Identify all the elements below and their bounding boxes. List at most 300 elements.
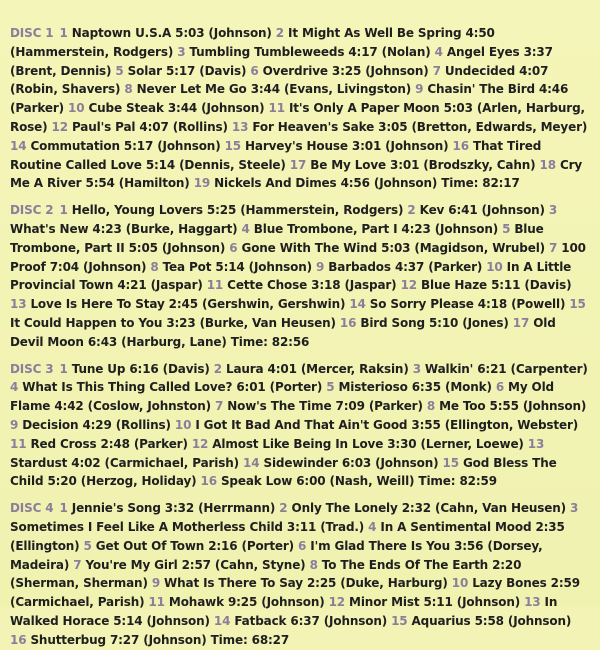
track-title: Blue Trombone, Part I: [253, 221, 398, 236]
track-composer: (Sherman, Sherman): [10, 576, 148, 591]
track-number: 2: [213, 361, 222, 376]
track-duration: 5:58: [474, 613, 504, 628]
track-duration: 6:01: [236, 380, 266, 395]
track-duration: 5:11: [491, 278, 521, 293]
track-title: Me Too: [439, 399, 486, 414]
track-entry: [124, 82, 415, 96]
track-duration: 3:55: [411, 417, 441, 432]
track-entry: [214, 614, 391, 628]
track-entry: [10, 418, 175, 432]
track-number: 8: [150, 259, 159, 274]
track-number: 5: [326, 380, 335, 395]
track-title: Kev: [419, 203, 445, 218]
track-title: Naptown U.S.A: [71, 26, 172, 40]
track-duration: 5:10: [428, 315, 459, 330]
track-composer: (Johnson): [208, 26, 272, 40]
track-number: 14: [349, 297, 366, 312]
track-composer: (Coslow, Johnston): [87, 399, 211, 414]
track-title: Commutation: [30, 138, 120, 153]
track-duration: 3:23: [166, 315, 196, 330]
track-title: Walkin': [424, 361, 474, 376]
track-title: Angel Eyes: [446, 44, 520, 59]
track-title: Blue Haze: [421, 278, 488, 293]
track-duration: 5:03: [175, 26, 205, 40]
track-duration: 6:35: [411, 380, 441, 395]
track-duration: 3:01: [390, 157, 420, 172]
track-title: What Is There To Say: [164, 576, 303, 591]
track-duration: 2:20: [492, 557, 522, 572]
track-number: 7: [73, 557, 82, 572]
track-duration: 2:59: [550, 576, 580, 591]
track-composer: (Duke, Harburg): [340, 576, 448, 591]
track-entry: [427, 399, 586, 413]
track-composer: (Porter): [269, 380, 323, 395]
track-title: Harvey's House: [245, 138, 348, 153]
track-duration: 6:16: [129, 361, 159, 376]
track-composer: (Nolan): [381, 44, 431, 59]
track-duration: 2:57: [181, 557, 211, 572]
track-title: Chasin' The Bird: [427, 82, 535, 97]
track-duration: 7:27: [109, 632, 140, 647]
track-duration: 6:41: [448, 203, 478, 218]
track-composer: (Rollins): [172, 119, 228, 134]
track-duration: 6:03: [341, 455, 372, 470]
track-duration: 3:37: [523, 44, 553, 59]
track-entry: [192, 437, 528, 451]
track-composer: (Gershwin, Gershwin): [201, 297, 346, 312]
track-duration: 2:16: [208, 538, 238, 553]
track-composer: (Parker): [428, 259, 483, 274]
track-title: It Could Happen to You: [10, 315, 163, 330]
track-title: So Sorry Please: [369, 297, 474, 312]
track-title: Tune Up: [71, 361, 126, 376]
track-entry: [60, 203, 408, 217]
track-title: I'm Glad There Is You: [310, 538, 451, 553]
track-title: Be My Love: [310, 157, 386, 172]
track-title: Minor Mist: [349, 595, 420, 610]
track-title: Lazy Bones: [472, 576, 547, 591]
track-number: 8: [309, 557, 318, 572]
track-duration: 4:23: [92, 221, 122, 236]
track-number: 10: [451, 576, 469, 591]
track-composer: (Jaspar): [150, 278, 203, 293]
track-duration: 4:18: [477, 297, 508, 312]
track-composer: (Bretton, Edwards, Meyer): [411, 119, 588, 134]
track-composer: (Rollins): [115, 417, 171, 432]
track-duration: 7:09: [335, 399, 365, 414]
track-duration: 4:02: [71, 455, 101, 470]
track-duration: 4:21: [117, 278, 147, 293]
track-entry: [391, 614, 571, 628]
track-duration: 5:20: [47, 474, 77, 489]
track-number: 13: [524, 595, 541, 610]
track-duration: 5:14: [145, 157, 176, 172]
track-duration: 5:11: [423, 595, 453, 610]
track-title: You're My Girl: [85, 557, 178, 572]
track-number: 2: [279, 501, 288, 516]
track-entry: [68, 101, 268, 115]
track-duration: 6:00: [296, 474, 326, 489]
track-title: Get Out Of Town: [95, 538, 205, 553]
track-composer: (Trad.): [320, 519, 365, 534]
disc-label: DISC 4: [10, 501, 54, 516]
disc-total-time: Time: 82:56: [230, 334, 310, 349]
track-number: 6: [298, 538, 307, 553]
track-composer: (Powell): [511, 297, 566, 312]
track-composer: (Johnson): [261, 595, 325, 610]
track-duration: 2:32: [401, 501, 431, 516]
track-composer: (Magidson, Wrubel): [414, 240, 546, 255]
track-composer: (Johnson): [434, 221, 499, 236]
track-number: 13: [10, 297, 27, 312]
track-title: Decision: [22, 417, 79, 432]
track-composer: (Lerner, Loewe): [420, 436, 524, 451]
track-composer: (Johnson): [161, 240, 226, 255]
track-entry: [194, 176, 442, 190]
track-title: Only The Lonely: [291, 501, 398, 516]
track-entry: [407, 203, 549, 217]
track-duration: 4:17: [348, 44, 378, 59]
track-title: That Tired Routine Called Love: [10, 138, 542, 172]
disc-block: [10, 499, 590, 649]
track-entry: [73, 558, 309, 572]
track-title: I Got It Bad And That Ain't Good: [195, 417, 408, 432]
track-title: In A Little Provincial Town: [10, 259, 572, 293]
track-entry: [225, 139, 453, 153]
track-number: 16: [452, 138, 469, 153]
track-duration: 5:54: [85, 176, 115, 191]
track-title: Hello, Young Lovers: [71, 203, 203, 218]
track-duration: 3:30: [387, 436, 417, 451]
track-entry: [279, 501, 570, 515]
track-duration: 3:01: [351, 138, 382, 153]
track-duration: 4:07: [139, 119, 169, 134]
track-entry: [10, 139, 225, 153]
track-title: Mohawk: [168, 595, 224, 610]
track-composer: (Arlen, Harburg, Rose): [10, 101, 585, 134]
track-duration: 3:25: [331, 63, 362, 78]
track-entry: [243, 456, 443, 470]
track-composer: (Ellington): [10, 538, 80, 553]
track-title: Gone With The Wind: [241, 240, 378, 255]
track-duration: 5:05: [128, 240, 158, 255]
track-entry: [60, 362, 214, 376]
track-composer: (Johnson): [157, 138, 221, 153]
track-duration: 3:11: [286, 519, 317, 534]
track-duration: 4:01: [267, 361, 297, 376]
track-title: Old Devil Moon: [10, 315, 556, 349]
track-title: Cette Chose: [227, 278, 308, 293]
track-title: Almost Like Being In Love: [212, 436, 384, 451]
track-number: 12: [51, 119, 68, 134]
track-number: 3: [412, 361, 421, 376]
track-title: Overdrive: [262, 63, 328, 78]
track-number: 11: [206, 278, 224, 293]
track-duration: 5:17: [123, 138, 154, 153]
disc-label: DISC 2: [10, 203, 54, 218]
track-entry: [177, 45, 434, 59]
track-title: Stardust: [10, 455, 68, 470]
track-title: Cry Me A River: [10, 157, 583, 191]
track-number: 1: [59, 203, 68, 218]
track-title: What's New: [10, 221, 89, 236]
track-entry: [229, 241, 549, 255]
track-number: 5: [83, 538, 92, 553]
track-title: Tea Pot: [162, 259, 212, 274]
track-number: 6: [495, 380, 505, 395]
track-composer: (Monk): [445, 380, 492, 395]
track-title: Fatback: [234, 613, 287, 628]
track-title: God Bless The Child: [10, 455, 557, 489]
track-title: Sidewinder: [263, 455, 338, 470]
track-number: 10: [486, 259, 503, 274]
track-number: 7: [549, 240, 558, 255]
track-composer: (Johnson): [323, 613, 388, 628]
track-composer: (Parker): [10, 101, 64, 116]
track-number: 17: [289, 157, 307, 172]
track-composer: (Johnson): [373, 176, 438, 191]
track-title: What Is This Thing Called Love?: [22, 380, 233, 395]
track-number: 1: [59, 501, 68, 516]
track-composer: (Davis): [162, 361, 210, 376]
track-duration: 2:45: [168, 297, 198, 312]
track-title: In Walked Horace: [10, 595, 558, 628]
track-duration: 5:17: [165, 63, 196, 78]
track-number: 16: [339, 315, 357, 330]
track-duration: 5:03: [443, 101, 473, 116]
track-composer: (Johnson): [146, 613, 210, 628]
track-number: 2: [407, 203, 416, 218]
track-entry: [60, 26, 276, 40]
track-title: Jennie's Song: [71, 501, 161, 516]
track-entry: [10, 380, 326, 394]
track-duration: 3:44: [167, 101, 198, 116]
track-duration: 4:50: [465, 26, 495, 40]
track-entry: [52, 120, 232, 134]
track-composer: (Carmichael, Parish): [10, 595, 145, 610]
track-composer: (Davis): [524, 278, 572, 293]
track-duration: 2:35: [535, 519, 565, 534]
track-number: 15: [391, 613, 408, 628]
track-entry: [349, 297, 569, 311]
track-title: Barbados: [328, 259, 391, 274]
track-composer: (Dennis, Steele): [179, 157, 286, 172]
track-number: 15: [224, 138, 241, 153]
track-number: 1: [59, 361, 68, 376]
track-title: My Old Flame: [10, 380, 554, 414]
track-composer: (Jones): [462, 315, 509, 330]
track-composer: (Johnson): [385, 138, 449, 153]
track-duration: 3:56: [454, 538, 484, 553]
track-composer: (Davis): [199, 63, 247, 78]
track-entry: [10, 297, 349, 311]
track-number: 12: [328, 595, 346, 610]
track-title: Red Cross: [30, 436, 97, 451]
track-title: It's Only A Paper Moon: [288, 101, 440, 116]
track-number: 8: [124, 82, 133, 97]
track-title: Misterioso: [338, 380, 408, 395]
track-composer: (Hamilton): [118, 176, 190, 191]
track-title: 100 Proof: [10, 240, 586, 274]
track-composer: (Dorsey, Madeira): [10, 538, 543, 572]
track-entry: [10, 633, 211, 647]
track-composer: (Brodszky, Cahn): [423, 157, 536, 172]
track-duration: 5:14: [113, 613, 143, 628]
track-composer: (Robin, Shavers): [10, 82, 121, 97]
track-number: 13: [527, 436, 545, 451]
track-entry: [215, 399, 427, 413]
track-entry: [175, 418, 578, 432]
track-composer: (Herrmann): [198, 501, 276, 516]
disc-block: [10, 360, 590, 492]
track-number: 4: [434, 44, 443, 59]
track-duration: 4:42: [54, 399, 84, 414]
track-composer: (Jaspar): [344, 278, 397, 293]
track-number: 15: [569, 297, 586, 312]
track-number: 9: [316, 259, 325, 274]
track-title: Never Let Me Go: [136, 82, 247, 97]
track-title: Sometimes I Feel Like A Motherless Child: [10, 519, 283, 534]
track-entry: [232, 120, 587, 134]
disc-total-time: Time: 68:27: [210, 632, 290, 647]
disc-total-time: Time: 82:17: [441, 176, 520, 191]
track-entry: [10, 437, 192, 451]
track-entry: [201, 474, 419, 488]
track-number: 3: [177, 44, 186, 59]
track-composer: (Cahn, Styne): [214, 557, 306, 572]
track-entry: [326, 380, 496, 394]
disc-block: [10, 201, 590, 351]
disc-list: [10, 24, 590, 650]
track-entry: [250, 64, 432, 78]
track-composer: (Johnson): [522, 399, 587, 414]
track-duration: 4:46: [538, 82, 569, 97]
track-composer: (Parker): [133, 436, 188, 451]
track-duration: 6:37: [290, 613, 320, 628]
track-composer: (Porter): [241, 538, 295, 553]
track-entry: [242, 222, 503, 236]
track-composer: (Hammerstein, Rodgers): [240, 203, 404, 218]
track-duration: 6:21: [477, 361, 507, 376]
track-number: 3: [548, 203, 558, 218]
track-composer: (Johnson): [456, 595, 521, 610]
disc-total-time: Time: 82:59: [418, 474, 497, 489]
track-composer: (Johnson): [481, 203, 545, 218]
track-number: 10: [174, 417, 192, 432]
track-duration: 5:03: [381, 240, 411, 255]
track-number: 17: [512, 315, 530, 330]
track-number: 9: [415, 82, 424, 97]
track-entry: [316, 260, 486, 274]
track-title: Bird Song: [360, 315, 425, 330]
track-duration: 2:48: [100, 436, 130, 451]
track-title: Undecided: [444, 63, 516, 78]
track-duration: 5:25: [206, 203, 237, 218]
track-number: 3: [570, 501, 579, 516]
track-composer: (Cahn, Van Heusen): [435, 501, 567, 516]
track-composer: (Johnson): [365, 63, 429, 78]
track-entry: [413, 362, 588, 376]
track-entry: [207, 278, 401, 292]
track-composer: (Nash, Weill): [329, 474, 415, 489]
track-composer: (Johnson): [507, 613, 572, 628]
track-composer: (Johnson): [201, 101, 265, 116]
track-number: 9: [10, 417, 19, 432]
track-composer: (Parker): [368, 399, 423, 414]
track-title: Cube Steak: [88, 101, 164, 116]
track-number: 7: [432, 63, 441, 78]
track-composer: (Brent, Dennis): [10, 63, 112, 78]
track-number: 14: [213, 613, 231, 628]
track-composer: (Johnson): [375, 455, 439, 470]
track-composer: (Evans, Livingston): [283, 82, 412, 97]
track-title: It Might As Well Be Spring: [288, 26, 462, 40]
track-duration: 6:43: [87, 334, 118, 349]
track-title: Nickels And Dimes: [214, 176, 337, 191]
track-duration: 3:44: [250, 82, 280, 97]
track-title: Solar: [127, 63, 162, 78]
track-composer: (Harburg, Lane): [121, 334, 227, 349]
track-composer: (Ellington, Webster): [444, 417, 579, 432]
track-entry: [290, 158, 540, 172]
track-number: 12: [191, 436, 209, 451]
disc-label: DISC 3: [10, 361, 54, 376]
track-number: 4: [10, 380, 19, 395]
track-number: 11: [10, 436, 27, 451]
track-entry: [150, 260, 316, 274]
track-duration: 5:55: [489, 399, 519, 414]
track-duration: 3:32: [164, 501, 195, 516]
track-composer: (Carmichael, Parish): [104, 455, 239, 470]
track-title: Laura: [225, 361, 264, 376]
track-composer: (Herzog, Holiday): [80, 474, 197, 489]
track-number: 14: [243, 455, 260, 470]
track-number: 4: [241, 221, 250, 236]
track-number: 5: [115, 63, 124, 78]
track-duration: 4:29: [82, 417, 112, 432]
track-number: 2: [275, 26, 284, 40]
track-duration: 4:37: [394, 259, 425, 274]
track-title: Now's The Time: [227, 399, 332, 414]
track-title: Love Is Here To Stay: [30, 297, 165, 312]
track-number: 7: [215, 399, 224, 414]
track-number: 15: [442, 455, 459, 470]
track-title: Blue Trombone, Part II: [10, 221, 544, 255]
track-composer: (Johnson): [248, 259, 312, 274]
track-entry: [340, 316, 513, 330]
track-entry: [214, 362, 413, 376]
track-composer: (Mercer, Raksin): [300, 361, 409, 376]
track-title: Aquarius: [411, 613, 471, 628]
track-number: 14: [10, 138, 27, 153]
track-composer: (Johnson): [83, 259, 147, 274]
track-title: Shutterbug: [30, 632, 106, 647]
track-composer: (Johnson): [143, 632, 207, 647]
track-number: 11: [148, 595, 165, 610]
track-number: 18: [539, 157, 556, 172]
track-number: 6: [229, 240, 238, 255]
track-composer: (Burke, Van Heusen): [199, 315, 336, 330]
track-number: 9: [151, 576, 161, 591]
track-title: To The Ends Of The Earth: [321, 557, 489, 572]
track-duration: 3:18: [311, 278, 341, 293]
track-title: Tumbling Tumbleweeds: [189, 44, 345, 59]
track-entry: [401, 278, 572, 292]
disc-label: DISC 1: [10, 26, 54, 40]
track-duration: 4:23: [401, 221, 431, 236]
track-composer: (Hammerstein, Rodgers): [10, 44, 174, 59]
track-entry: [84, 539, 299, 553]
